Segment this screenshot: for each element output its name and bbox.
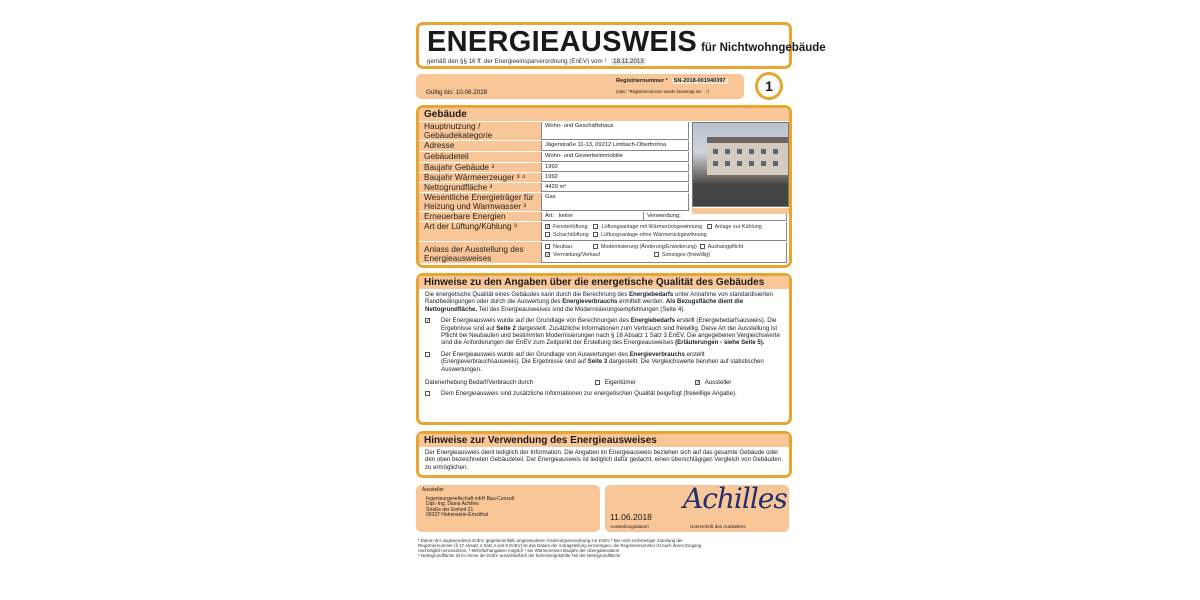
document-subtitle: für Nichtwohngebäude <box>701 42 826 54</box>
issuer-street: Straße der Einheit 21 <box>426 506 474 513</box>
option-label: Schachtlüftung <box>553 232 589 238</box>
option-label: Aushangpflicht <box>707 244 744 250</box>
row-label: Gebäudeteil <box>419 152 541 162</box>
row-label: Adresse <box>419 141 541 151</box>
certificate-header <box>416 22 826 69</box>
checkbox-verbrauchsausweis[interactable] <box>425 352 430 357</box>
owner-label: Eigentümer <box>604 379 636 387</box>
quality-notes-title: Hinweise zu den Angaben über die energetische Qualität des Gebäudes <box>419 276 789 289</box>
registration-note: (oder: "Registriernummer wurde beantragt am ...") <box>616 89 709 94</box>
row-value: Gas <box>541 193 689 211</box>
issuer-label: Aussteller <box>422 487 444 493</box>
option-label: Modernisierung (Änderung/Erweiterung) <box>600 244 697 250</box>
row-value: 1992 <box>541 163 689 172</box>
quality-notes-section <box>416 273 792 425</box>
row-value: Jägerstraße 11-13, 09212 Limbach-Oberfrohna <box>541 141 689 151</box>
usage-notes-title: Hinweise zur Verwendung des Energieausweises <box>419 434 789 447</box>
issuer-company: Ingenieurgesellschaft mbH Bau-Consult <box>426 495 515 502</box>
option-label: Neubau <box>553 244 572 250</box>
footnote-line: Registriernummer (§ 17 Absatz 4 Satz 4 und 5 EnEV) ist das Datum der Antragstellung einzutragen; die Registriernummer ist nach deren Eingang <box>418 543 702 548</box>
renewables-label: Erneuerbare Energien <box>419 212 541 221</box>
option-label: Lüftungsanlage ohne Wärmerückgewinnung <box>601 232 707 238</box>
row-label: Nettogrundfläche ³ <box>419 183 541 192</box>
regulation-text: gemäß den §§ 16 ff. der Energieeinsparverordnung (EnEV) vom ¹ <box>427 58 607 65</box>
checkbox-aussteller[interactable] <box>695 380 700 385</box>
ventilation-label: Art der Lüftung/Kühlung ³ <box>419 222 541 241</box>
checkbox-eigentuemer[interactable] <box>595 380 600 385</box>
row-value: Wohn- und Geschäftshaus <box>541 122 689 140</box>
option-extra-info: Dem Energieausweis sind zusätzliche Informationen zur energetischen Qualität beigefügt (freiwillige Angabe). <box>419 390 789 397</box>
checkbox-sonstiges[interactable] <box>654 252 659 257</box>
checkbox-lueftung-mit-wrg[interactable] <box>593 224 598 229</box>
quality-notes-intro: Die energetische Qualität eines Gebäudes kann durch die Berechnung des Energiebedarfs unter Annahme von standardisierten Randbedingungen oder durch die Auswertung des Energieverbrauchs ermittelt werden. Als Bezugsfläche dient die Nettogrundfläche. Teil des Energieausweises sind die Modernisierungsempfehlungen (Seite 4). <box>425 291 773 313</box>
option-bedarfsausweis: ✓ Der Energieausweis wurde auf der Grundlage von Berechnungen des Energiebedarfs erstellt (Energiebedarfsausweis). Die Ergebnisse sind auf Seite 2 dargestellt. Zusätzliche Informationen zum Verbrauch sind freiwillig. Diese Art der Ausstellung ist Pflicht bei Neubauten und bestimmten Modernisierungen nach § 16 Absatz 1 Satz 3 EnEV. Die angegebenen Vergleichswerte sind die Anforderungen der EnEV zum Zeitpunkt der Erstellung des Energieausweises (Erläuterungen - siehe Seite 5). <box>419 317 789 347</box>
usage-notes-text: Der Energieausweis dient lediglich der Information. Die Angaben im Energieausweis beziehen sich auf das gesamte Gebäude oder den oben bezeichneten Gebäudeteil. Der Energieausweis ist lediglich dafür gedacht, einen überschlägigen Vergleich von Gebäuden zu ermöglichen. <box>425 449 782 471</box>
option-label: Lüftungsanlage mit Wärmerückgewinnung <box>601 224 703 230</box>
signature-box <box>605 482 789 532</box>
option-label: Anlage zur Kühlung <box>714 224 762 230</box>
row-label: Wesentliche Energieträger für Heizung und Warmwasser ³ <box>419 193 541 211</box>
renewables-art-label: Art: <box>545 213 555 219</box>
registration-bar <box>416 74 744 99</box>
signature-label: Unterschrift des Ausstellers <box>690 524 746 529</box>
renewables-use-label: Verwendung: <box>647 213 681 219</box>
checkbox-kuehlung[interactable] <box>707 224 712 229</box>
issue-date-label: Ausstellungsdatum <box>610 524 649 529</box>
document-title: ENERGIEAUSWEIS <box>427 26 698 58</box>
row-label: Hauptnutzung / Gebäudekategorie <box>419 122 541 140</box>
issuer-option-label: Aussteller <box>704 379 732 387</box>
footnote-line: ¹ Datum der angewendeten EnEV, gegebenenfalls angewendeten Änderungsverordnung zur EnEV ² Bei nicht rechtzeitiger Zuteilung der <box>418 538 683 543</box>
building-photo <box>692 122 789 207</box>
issue-date: 11.06.2018 <box>610 512 652 522</box>
issuer-box <box>416 485 600 532</box>
footnotes <box>418 538 794 558</box>
row-label: Baujahr Gebäude ³ <box>419 163 541 172</box>
checkbox-vermietung-verkauf[interactable] <box>545 252 550 257</box>
checkbox-fensterlueftung[interactable] <box>545 224 550 229</box>
checkbox-lueftung-ohne-wrg[interactable] <box>593 232 598 237</box>
valid-until: Gültig bis: 10.06.2028 <box>426 89 488 96</box>
checkbox-bedarfsausweis[interactable] <box>425 318 430 323</box>
checkbox-extra-info[interactable] <box>425 391 430 396</box>
data-collection-row <box>419 379 789 386</box>
row-value: 1992 <box>541 173 689 182</box>
checkbox-modernisierung[interactable] <box>593 244 598 249</box>
issuer-city: 09337 Hohenstein-Ernstthal <box>426 512 488 518</box>
option-label: Vermietung/Verkauf <box>553 252 601 258</box>
signature: Achilles <box>683 482 787 515</box>
option-label: Sonstiges (freiwillig) <box>661 252 710 258</box>
photo-caption-bar <box>692 208 789 214</box>
row-value: Wohn- und Gewerbeimmobilie <box>541 152 689 162</box>
renewables-art-value: keine <box>558 213 573 219</box>
occasion-label: Anlass der Ausstellung des Energieausweises <box>419 242 541 263</box>
regulation-date: 18.11.2013 <box>613 58 644 65</box>
checkbox-aushangpflicht[interactable] <box>700 244 705 249</box>
option-label: Fensterlüftung <box>553 224 588 230</box>
checkbox-schachtlueftung[interactable] <box>545 232 550 237</box>
option-verbrauchsausweis: Der Energieausweis wurde auf der Grundlage von Auswertungen des Energieverbrauchs erstellt (Energieverbrauchsausweis). Die Ergebnisse sind auf Seite 3 dargestellt. Die Vergleichswerte beruhen auf statistischen Auswertungen. <box>419 351 789 373</box>
footnote-line: ⁵ Nettogrundfläche ist im Sinne der EnEV ausschließlich der beheizte/gekühlte Teil der Nettogrundfläche <box>418 553 621 558</box>
registration-label: Registriernummer ² <box>616 78 668 84</box>
usage-notes-section <box>416 431 792 478</box>
building-section <box>416 105 792 268</box>
page-number-badge: 1 <box>755 72 783 100</box>
data-collection-label: Datenerhebung Bedarf/Verbrauch durch <box>425 379 534 387</box>
row-value: 4429 m² <box>541 183 689 192</box>
footnote-line: nachträglich einzusetzen. ³ Mehrfachangaben möglich ⁴ bei Wärmenetzen Baujahr der Übergabestation <box>418 548 620 553</box>
building-section-title: Gebäude <box>419 108 789 121</box>
registration-number: SN-2018-001940397 <box>673 78 726 84</box>
row-label: Baujahr Wärmeerzeuger ³ ⁴ <box>419 173 541 182</box>
checkbox-neubau[interactable] <box>545 244 550 249</box>
issuer-name: Dipl.-Ing. Diana Achilles <box>426 501 479 507</box>
